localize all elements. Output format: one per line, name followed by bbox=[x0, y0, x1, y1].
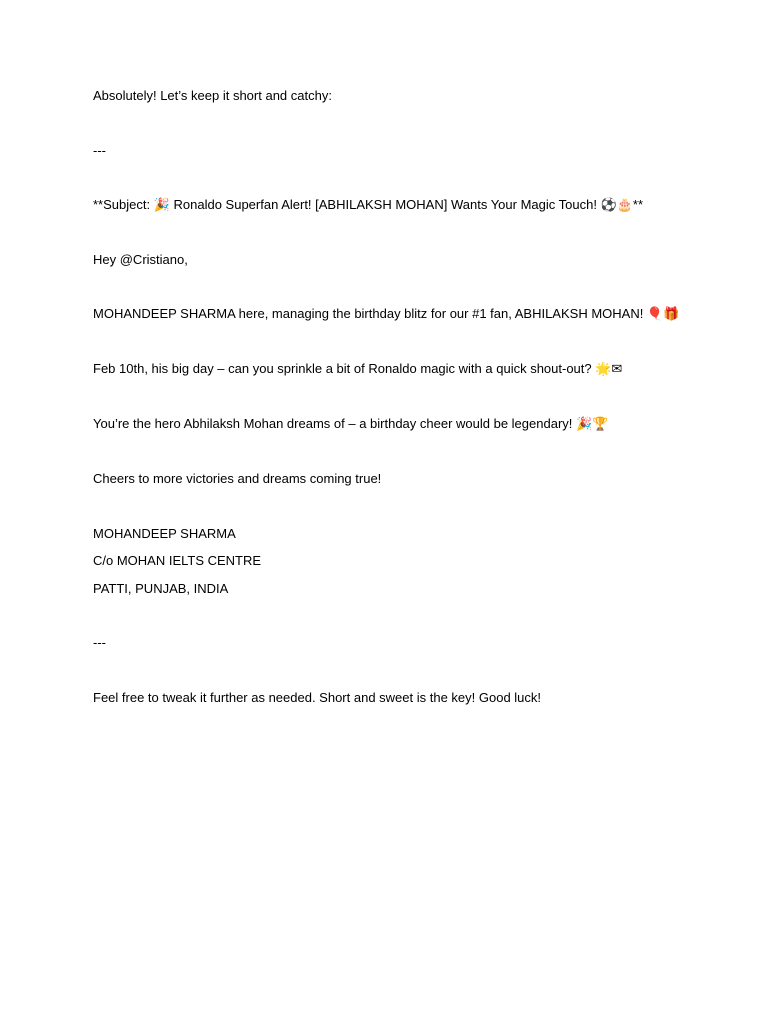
body-paragraph-3: You’re the hero Abhilaksh Mohan dreams of – a birthday cheer would be legendary! 🎉🏆 bbox=[93, 416, 609, 431]
closing-text: Cheers to more victories and dreams coming true! bbox=[93, 471, 382, 486]
greeting-text: Hey @Cristiano, bbox=[93, 252, 188, 267]
separator: --- bbox=[93, 143, 106, 158]
outro-text: Feel free to tweak it further as needed. Short and sweet is the key! Good luck! bbox=[93, 690, 542, 705]
signature-name: MOHANDEEP SHARMA bbox=[93, 526, 236, 541]
subject-line: **Subject: 🎉 Ronaldo Superfan Alert! [ABHILAKSH MOHAN] Wants Your Magic Touch! ⚽🎂** bbox=[93, 197, 644, 212]
body-paragraph-1: MOHANDEEP SHARMA here, managing the birthday blitz for our #1 fan, ABHILAKSH MOHAN! 🎈🎁 bbox=[93, 306, 680, 321]
signature-organization: C/o MOHAN IELTS CENTRE bbox=[93, 553, 262, 568]
body-paragraph-2: Feb 10th, his big day – can you sprinkle a bit of Ronaldo magic with a quick shout-out? 🌟✉ bbox=[93, 361, 623, 376]
intro-text: Absolutely! Let’s keep it short and catchy: bbox=[93, 88, 332, 103]
separator: --- bbox=[93, 635, 106, 650]
signature-location: PATTI, PUNJAB, INDIA bbox=[93, 581, 229, 596]
